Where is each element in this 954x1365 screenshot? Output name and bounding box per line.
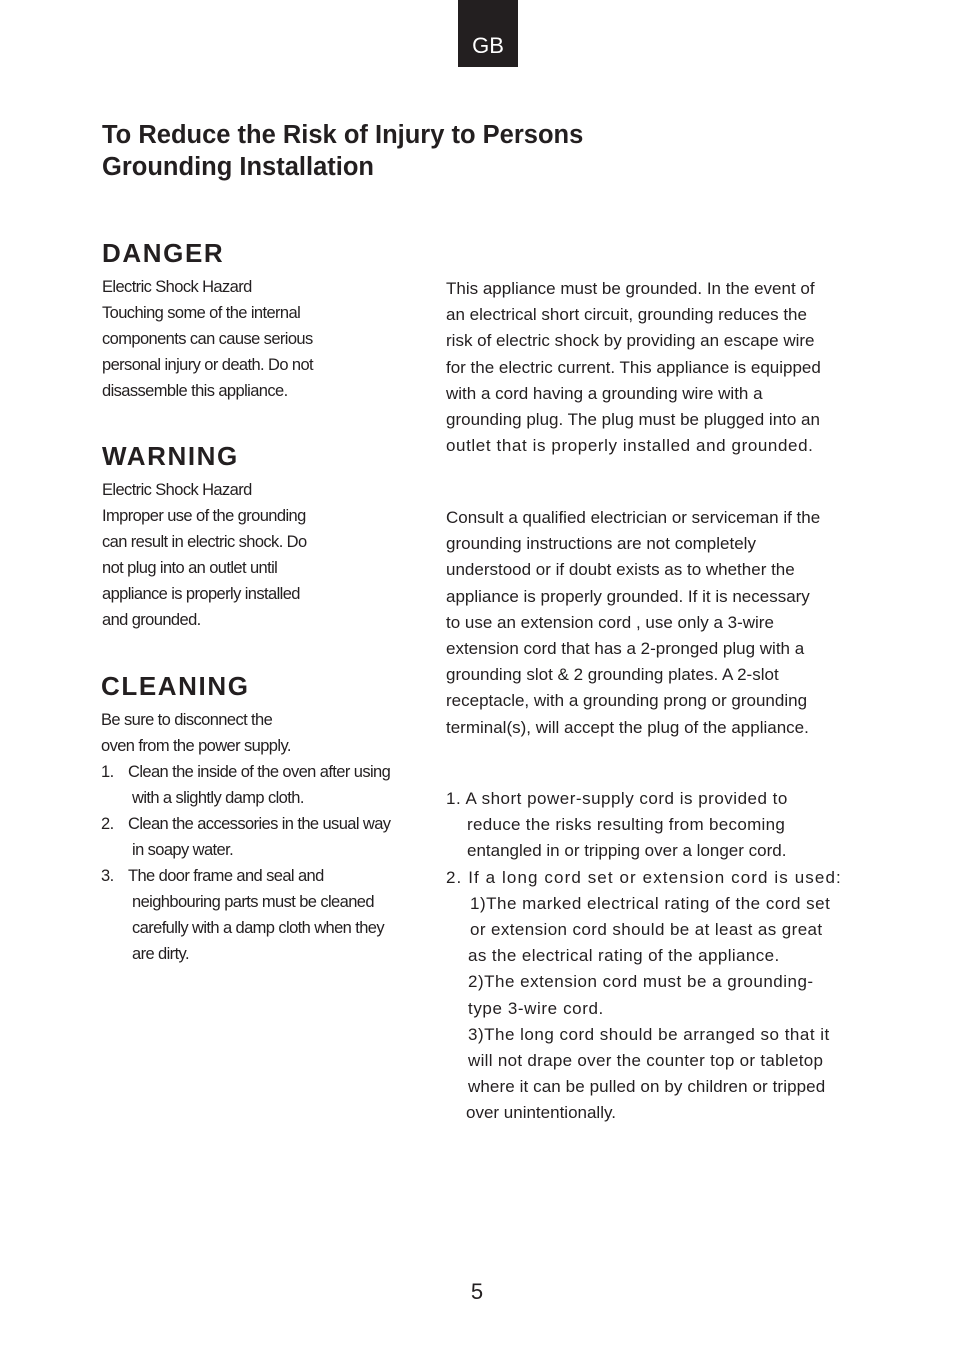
cleaning-item-number: 2.	[101, 815, 114, 833]
grounding-paragraph-2	[446, 505, 820, 741]
danger-text	[102, 274, 313, 404]
cleaning-intro-line: oven from the power supply.	[101, 737, 291, 755]
language-tab-label: GB	[472, 33, 504, 58]
cord-instructions-list	[446, 786, 842, 1127]
paragraph-line: extension cord that has a 2-pronged plug with a	[446, 639, 805, 659]
cleaning-item-line: with a slightly damp cloth.	[132, 789, 304, 807]
paragraph-line: understood or if doubt exists as to whether the	[446, 560, 795, 580]
list-line: type 3-wire cord.	[468, 998, 604, 1018]
warning-line: appliance is properly installed	[102, 585, 300, 603]
paragraph-line: This appliance must be grounded. In the event of	[446, 279, 815, 298]
cleaning-intro-line: Be sure to disconnect the	[101, 711, 273, 729]
list-line: entangled in or tripping over a longer cord.	[467, 841, 787, 861]
warning-text	[102, 477, 307, 633]
paragraph-line: outlet that is properly installed and grounded.	[446, 436, 814, 456]
list-line: where it can be pulled on by children or tripped	[468, 1077, 826, 1097]
warning-line: Electric Shock Hazard	[102, 481, 252, 499]
cleaning-item-line: The door frame and seal and	[128, 867, 324, 885]
warning-line: and grounded.	[102, 611, 201, 629]
page-title-line-2: Grounding Installation	[102, 153, 374, 181]
paragraph-line: to use an extension cord , use only a 3-wire	[446, 612, 774, 632]
list-line: as the electrical rating of the appliance.	[468, 946, 780, 966]
cleaning-item-line: neighbouring parts must be cleaned	[132, 893, 374, 911]
cleaning-item-line: are dirty.	[132, 945, 189, 963]
list-line: 2)The extension cord must be a grounding-	[468, 972, 814, 992]
list-line: 1. A short power-supply cord is provided to	[446, 789, 788, 808]
paragraph-line: receptacle, with a grounding prong or grounding	[446, 691, 808, 711]
list-line: reduce the risks resulting from becoming	[467, 815, 786, 835]
paragraph-line: for the electric current. This appliance is equipped	[446, 357, 821, 377]
paragraph-line: terminal(s), will accept the plug of the appliance.	[446, 717, 809, 737]
cleaning-item-line: in soapy water.	[132, 841, 234, 859]
danger-heading: DANGER	[102, 238, 225, 268]
list-line: 1)The marked electrical rating of the cord set	[470, 893, 831, 913]
paragraph-line: grounding plug. The plug must be plugged into an	[446, 410, 820, 430]
cleaning-item-line: carefully with a damp cloth when they	[132, 919, 385, 937]
list-line: will not drape over the counter top or tabletop	[468, 1051, 824, 1071]
paragraph-line: Consult a qualified electrician or serviceman if the	[446, 508, 821, 527]
cleaning-heading: CLEANING	[101, 671, 250, 701]
cleaning-item-number: 3.	[101, 867, 114, 885]
paragraph-line: an electrical short circuit, grounding reduces the	[446, 305, 807, 325]
danger-line: personal injury or death. Do not	[102, 356, 314, 374]
grounding-paragraph-1	[446, 276, 821, 459]
cleaning-item-number: 1.	[101, 763, 114, 781]
language-tab	[458, 0, 518, 67]
cleaning-item-2	[101, 811, 390, 837]
list-line: over unintentionally.	[466, 1103, 616, 1123]
paragraph-line: appliance is properly grounded. If it is necessary	[446, 586, 810, 606]
cleaning-text	[101, 707, 390, 967]
cleaning-item-3	[101, 863, 390, 889]
paragraph-line: grounding slot & 2 grounding plates. A 2-slot	[446, 665, 779, 685]
list-line: or extension cord should be at least as great	[470, 920, 823, 940]
warning-line: can result in electric shock. Do	[102, 533, 307, 551]
page-number: 5	[470, 1279, 484, 1304]
warning-heading: WARNING	[102, 441, 239, 471]
page-title-line-1: To Reduce the Risk of Injury to Persons	[102, 121, 584, 149]
danger-line: Electric Shock Hazard	[102, 278, 252, 296]
cleaning-item-line: Clean the accessories in the usual way	[128, 815, 391, 833]
danger-line: components can cause serious	[102, 330, 313, 348]
list-line: 2. If a long cord set or extension cord is used:	[446, 867, 842, 887]
list-line: 3)The long cord should be arranged so that it	[468, 1024, 830, 1044]
warning-line: Improper use of the grounding	[102, 507, 306, 525]
paragraph-line: grounding instructions are not completely	[446, 534, 756, 554]
paragraph-line: risk of electric shock by providing an escape wire	[446, 331, 815, 351]
danger-line: Touching some of the internal	[102, 304, 301, 322]
cleaning-item-1	[101, 759, 390, 785]
paragraph-line: with a cord having a grounding wire with a	[446, 383, 763, 403]
cleaning-item-line: Clean the inside of the oven after using	[128, 763, 391, 781]
warning-line: not plug into an outlet until	[102, 559, 278, 577]
page-title	[102, 119, 583, 183]
danger-line: disassemble this appliance.	[102, 382, 288, 400]
